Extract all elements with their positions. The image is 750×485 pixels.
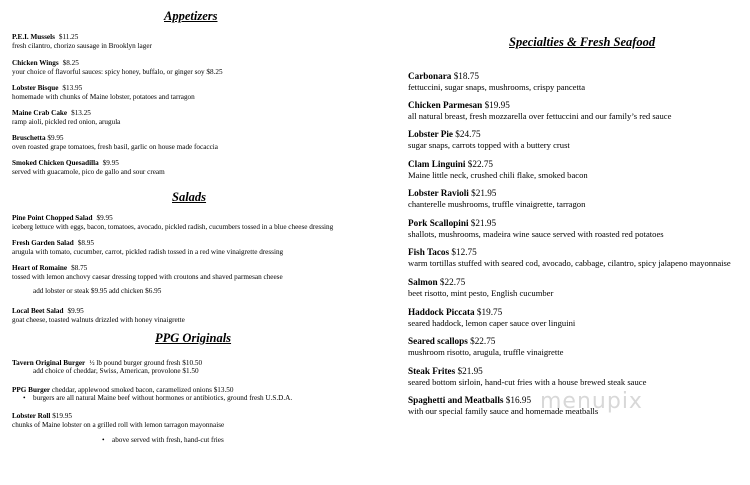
item-name: Lobster Roll bbox=[12, 412, 51, 420]
menu-item bbox=[408, 186, 585, 210]
salads-heading: Salads bbox=[172, 190, 207, 204]
item-description: mushroom risotto, arugula, truffle vinaigrette bbox=[408, 347, 564, 357]
menu-item bbox=[408, 216, 664, 240]
item-price: $22.75 bbox=[465, 159, 494, 169]
item-price: $22.75 bbox=[437, 277, 466, 287]
item-price: $19.75 bbox=[474, 307, 503, 317]
half-fraction: ½ bbox=[89, 359, 95, 367]
item-name: Spaghetti and Meatballs bbox=[408, 395, 504, 405]
item-name: Pork Scallopini bbox=[408, 218, 469, 228]
menu-item bbox=[12, 304, 185, 325]
item-description: Maine little neck, crushed chili flake, smoked bacon bbox=[408, 170, 588, 180]
menu-item bbox=[12, 211, 333, 232]
item-name: Fresh Garden Salad bbox=[12, 239, 74, 247]
ppg-originals-heading: PPG Originals bbox=[155, 331, 232, 345]
item-price: $16.95 bbox=[503, 395, 532, 405]
watermark: menupix bbox=[540, 389, 643, 414]
menu-item bbox=[408, 69, 585, 93]
item-description: warm tortillas stuffed with seared cod, avocado, cabbage, cilantro, spicy jalapeno mayonnaise bbox=[408, 258, 731, 268]
item-description: ramp aioli, pickled red onion, arugula bbox=[12, 118, 121, 126]
item-price: $11.25 bbox=[58, 33, 79, 41]
item-price: $9.95 bbox=[96, 214, 113, 222]
menu-item bbox=[12, 106, 120, 127]
item-price: $24.75 bbox=[453, 129, 481, 139]
item-name: Pine Point Chopped Salad bbox=[12, 214, 93, 222]
menu-item bbox=[408, 364, 646, 388]
menu-item bbox=[408, 275, 553, 299]
item-description: all natural breast, fresh mozzarella over fettuccini and our family’s red sauce bbox=[408, 111, 672, 121]
menu-item bbox=[12, 81, 195, 102]
item-name: Chicken Parmesan bbox=[408, 100, 483, 110]
item-price: $8.75 bbox=[71, 264, 88, 272]
menu-item bbox=[12, 409, 224, 430]
item-name: P.E.I. Mussels bbox=[12, 33, 55, 41]
item-name: Smoked Chicken Quesadilla bbox=[12, 159, 99, 167]
item-description: cheddar, applewood smoked bacon, caramelized onions $13.50 bbox=[50, 386, 234, 394]
item-name: Lobster Pie bbox=[408, 129, 453, 139]
item-price: $19.95 bbox=[50, 412, 72, 420]
item-description: chanterelle mushrooms, truffle vinaigrette, tarragon bbox=[408, 199, 586, 209]
item-price: $9.95 bbox=[102, 159, 119, 167]
item-price: $9.95 bbox=[67, 307, 84, 315]
item-description: arugula with tomato, cucumber, carrot, pickled radish tossed in a red wine vinaigrette dressing bbox=[12, 248, 284, 256]
item-description: homemade with chunks of Maine lobster, potatoes and tarragon bbox=[12, 93, 195, 101]
item-name: Clam Linguini bbox=[408, 159, 466, 169]
item-description: goat cheese, toasted walnuts drizzled with honey vinaigrette bbox=[12, 316, 185, 324]
menu-item bbox=[408, 98, 671, 122]
item-name: Chicken Wings bbox=[12, 59, 59, 67]
fries-note: • above served with fresh, hand-cut fries bbox=[112, 436, 224, 445]
item-description: served with guacamole, pico de gallo and sour cream bbox=[12, 168, 165, 176]
menu-item bbox=[408, 127, 570, 151]
item-price: $12.75 bbox=[449, 247, 477, 257]
item-name: Salmon bbox=[408, 277, 438, 287]
menu-item bbox=[12, 30, 152, 51]
menu-item bbox=[12, 131, 218, 152]
item-price: $13.95 bbox=[62, 84, 83, 92]
menu-item bbox=[408, 334, 563, 358]
item-price: $21.95 bbox=[468, 188, 497, 198]
item-name: Steak Frites bbox=[408, 366, 456, 376]
item-price: $13.25 bbox=[71, 109, 91, 117]
item-description: with our special family sauce and homemade meatballs bbox=[408, 406, 599, 416]
item-description: tossed with lemon anchovy caesar dressing topped with croutons and shaved parmesan cheese bbox=[12, 273, 283, 281]
item-description: iceberg lettuce with eggs, bacon, tomatoes, avocado, pickled radish, cucumbers tossed in a blue cheese dressing bbox=[12, 223, 334, 231]
item-price: $9.95 bbox=[45, 134, 64, 142]
specialties-heading: Specialties & Fresh Seafood bbox=[509, 35, 656, 49]
salad-addon-note: add lobster or steak $9.95 add chicken $6.95 bbox=[33, 287, 162, 295]
item-description: your choice of flavorful sauces: spicy honey, buffalo, or ginger soy $8.25 bbox=[12, 68, 223, 76]
item-description: fettuccini, sugar snaps, mushrooms, crispy pancetta bbox=[408, 82, 586, 92]
menu-item bbox=[12, 56, 223, 77]
item-name: Haddock Piccata bbox=[408, 307, 475, 317]
burger-addon-note: add choice of cheddar, Swiss, American, provolone $1.50 bbox=[33, 367, 199, 375]
burger-note: • burgers are all natural Maine beef without hormones or antibiotics, ground fresh U.S.D.A. bbox=[33, 394, 292, 403]
item-price: $21.95 bbox=[455, 366, 483, 376]
item-name: Fish Tacos bbox=[408, 247, 450, 257]
item-price: $8.95 bbox=[77, 239, 94, 247]
item-name: Local Beet Salad bbox=[12, 307, 64, 315]
item-name: Lobster Bisque bbox=[12, 84, 59, 92]
item-description: fresh cilantro, chorizo sausage in Brooklyn lager bbox=[12, 42, 152, 50]
menu-item bbox=[408, 305, 575, 329]
item-price: $22.75 bbox=[467, 336, 496, 346]
item-price: $18.75 bbox=[451, 71, 479, 81]
item-name: Bruschetta bbox=[12, 134, 46, 142]
item-description: seared haddock, lemon caper sauce over linguini bbox=[408, 318, 576, 328]
item-description: seared bottom sirloin, hand-cut fries with a house brewed steak sauce bbox=[408, 377, 647, 387]
item-name: Carbonara bbox=[408, 71, 452, 81]
item-name: Tavern Original Burger bbox=[12, 359, 86, 367]
item-name: Lobster Ravioli bbox=[408, 188, 469, 198]
item-description: chunks of Maine lobster on a grilled roll with lemon tarragon mayonnaise bbox=[12, 421, 225, 429]
appetizers-heading: Appetizers bbox=[164, 9, 218, 23]
item-description: sugar snaps, carrots topped with a buttery crust bbox=[408, 140, 570, 150]
item-description: shallots, mushrooms, madeira wine sauce served with roasted red potatoes bbox=[408, 229, 664, 239]
item-price: $8.25 bbox=[62, 59, 79, 67]
item-description: oven roasted grape tomatoes, fresh basil, garlic on house made focaccia bbox=[12, 143, 218, 151]
item-description: beet risotto, mint pesto, English cucumber bbox=[408, 288, 554, 298]
item-name: Seared scallops bbox=[408, 336, 468, 346]
menu-item bbox=[12, 236, 283, 257]
menu-item bbox=[12, 156, 165, 177]
menu-item bbox=[408, 157, 588, 181]
item-description: lb pound burger ground fresh $10.50 bbox=[94, 359, 203, 367]
item-price: $19.95 bbox=[482, 100, 510, 110]
item-name: PPG Burger bbox=[12, 386, 51, 394]
menu-item bbox=[12, 261, 283, 282]
item-price: $21.95 bbox=[468, 218, 497, 228]
menu-item bbox=[408, 245, 731, 269]
item-name: Maine Crab Cake bbox=[12, 109, 68, 117]
item-name: Heart of Romaine bbox=[12, 264, 68, 272]
